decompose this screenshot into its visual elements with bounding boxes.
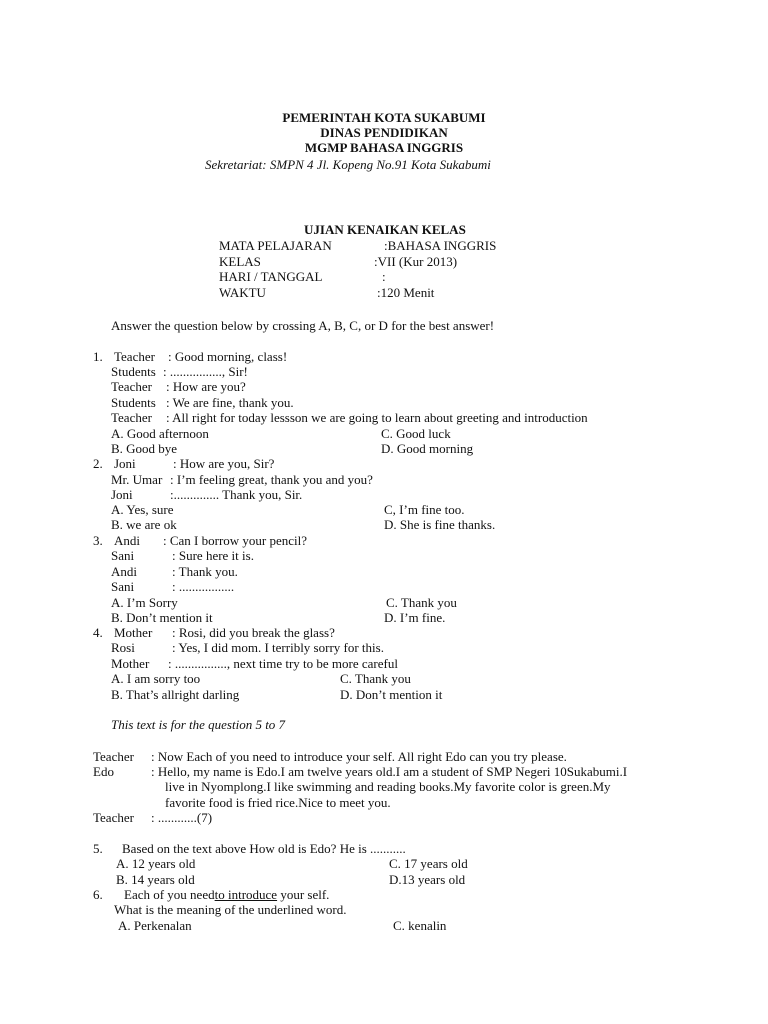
q4-line: : Yes, I did mom. I terribly sorry for this. xyxy=(172,640,384,655)
q5-option-c[interactable]: C. 17 years old xyxy=(389,856,468,871)
q2-line: :.............. Thank you, Sir. xyxy=(170,487,303,502)
info-value-subject: :BAHASA INGGRIS xyxy=(384,238,497,253)
info-label-class: KELAS xyxy=(219,254,261,269)
q1-line: : All right for today lessson we are going to learn about greeting and introduction xyxy=(166,410,588,425)
q6-text-before: Each of you need xyxy=(124,887,215,902)
q2-line: : I’m feeling great, thank you and you? xyxy=(170,472,373,487)
header-line-2: DINAS PENDIDIKAN xyxy=(320,125,448,140)
q1-speaker: Students xyxy=(111,395,156,410)
q2-line: : How are you, Sir? xyxy=(173,456,275,471)
q4-option-b[interactable]: B. That’s allright darling xyxy=(111,687,240,702)
q1-speaker: Teacher xyxy=(111,379,152,394)
q2-option-c[interactable]: C, I’m fine too. xyxy=(384,502,465,517)
q6-text xyxy=(124,887,329,902)
q6-option-c[interactable]: C. kenalin xyxy=(393,918,447,933)
q4-speaker: Mother xyxy=(114,625,153,640)
q1-option-d[interactable]: D. Good morning xyxy=(381,441,474,456)
q1-number: 1. xyxy=(93,349,103,364)
q2-option-b[interactable]: B. we are ok xyxy=(111,517,177,532)
q4-speaker: Rosi xyxy=(111,640,135,655)
info-label-subject: MATA PELAJARAN xyxy=(219,238,332,253)
q1-line: : How are you? xyxy=(166,379,246,394)
q4-option-c[interactable]: C. Thank you xyxy=(340,671,411,686)
q3-speaker: Andi xyxy=(111,564,137,579)
q1-line: : We are fine, thank you. xyxy=(166,395,294,410)
q6-underlined-word: to introduce xyxy=(214,887,278,902)
q1-line: : Good morning, class! xyxy=(168,349,288,364)
q5-option-a[interactable]: A. 12 years old xyxy=(116,856,196,871)
q2-option-d[interactable]: D. She is fine thanks. xyxy=(384,517,496,532)
q3-line: : Sure here it is. xyxy=(172,548,254,563)
passage-line: : Hello, my name is Edo.I am twelve years old.I am a student of SMP Negeri 10Sukabumi.I xyxy=(151,764,628,779)
passage-line: : ............(7) xyxy=(151,810,213,825)
q3-number: 3. xyxy=(93,533,103,548)
q1-option-b[interactable]: B. Good bye xyxy=(111,441,178,456)
q4-speaker: Mother xyxy=(111,656,150,671)
q3-option-a[interactable]: A. I’m Sorry xyxy=(111,595,178,610)
q1-line: : ................, Sir! xyxy=(163,364,248,379)
q1-speaker: Teacher xyxy=(114,349,155,364)
q6-option-a[interactable]: A. Perkenalan xyxy=(118,918,192,933)
q4-line: : ................, next time try to be more careful xyxy=(168,656,398,671)
passage-speaker: Edo xyxy=(93,764,114,779)
passage-line: : Now Each of you need to introduce your self. All right Edo can you try please. xyxy=(151,749,567,764)
q6-text-after: your self. xyxy=(277,887,330,902)
exam-title: UJIAN KENAIKAN KELAS xyxy=(304,222,466,237)
info-label-date: HARI / TANGGAL xyxy=(219,269,323,284)
q1-speaker: Students xyxy=(111,364,156,379)
q3-line: : Can I borrow your pencil? xyxy=(163,533,308,548)
q4-line: : Rosi, did you break the glass? xyxy=(172,625,335,640)
q2-speaker: Mr. Umar xyxy=(111,472,163,487)
info-label-time: WAKTU xyxy=(219,285,266,300)
header-line-3: MGMP BAHASA INGGRIS xyxy=(304,140,464,155)
header-line-1: PEMERINTAH KOTA SUKABUMI xyxy=(282,110,486,125)
q2-speaker: Joni xyxy=(114,456,136,471)
q3-speaker: Sani xyxy=(111,548,135,563)
q5-number: 5. xyxy=(93,841,103,856)
q5-option-b[interactable]: B. 14 years old xyxy=(116,872,195,887)
q1-option-c[interactable]: C. Good luck xyxy=(381,426,451,441)
info-value-class: :VII (Kur 2013) xyxy=(374,254,458,269)
q5-text: Based on the text above How old is Edo? He is ........... xyxy=(122,841,406,856)
q1-speaker: Teacher xyxy=(111,410,152,425)
q2-speaker: Joni xyxy=(111,487,133,502)
q6-number: 6. xyxy=(93,887,103,902)
q3-option-b[interactable]: B. Don’t mention it xyxy=(111,610,213,625)
q3-line: : ................. xyxy=(172,579,235,594)
passage-speaker: Teacher xyxy=(93,749,134,764)
q3-option-c[interactable]: C. Thank you xyxy=(386,595,457,610)
q5-option-d[interactable]: D.13 years old xyxy=(389,872,466,887)
q3-speaker: Andi xyxy=(114,533,140,548)
q2-option-a[interactable]: A. Yes, sure xyxy=(111,502,174,517)
q3-line: : Thank you. xyxy=(172,564,238,579)
q3-speaker: Sani xyxy=(111,579,135,594)
q4-option-a[interactable]: A. I am sorry too xyxy=(111,671,201,686)
q1-option-a[interactable]: A. Good afternoon xyxy=(111,426,209,441)
q4-option-d[interactable]: D. Don’t mention it xyxy=(340,687,443,702)
q3-option-d[interactable]: D. I’m fine. xyxy=(384,610,446,625)
q6-subtext: What is the meaning of the underlined word. xyxy=(114,902,347,917)
instruction: Answer the question below by crossing A, B, C, or D for the best answer! xyxy=(111,318,495,333)
passage-note: This text is for the question 5 to 7 xyxy=(111,717,286,732)
info-value-time: :120 Menit xyxy=(377,285,435,300)
info-value-date: : xyxy=(382,269,386,284)
passage-line: favorite food is fried rice.Nice to meet you. xyxy=(165,795,391,810)
secretariat-address: Sekretariat: SMPN 4 Jl. Kopeng No.91 Kota Sukabumi xyxy=(205,157,491,172)
q4-number: 4. xyxy=(93,625,103,640)
passage-line: live in Nyomplong.I like swimming and reading books.My favorite color is green.My xyxy=(165,779,611,794)
q2-number: 2. xyxy=(93,456,103,471)
passage-speaker: Teacher xyxy=(93,810,134,825)
